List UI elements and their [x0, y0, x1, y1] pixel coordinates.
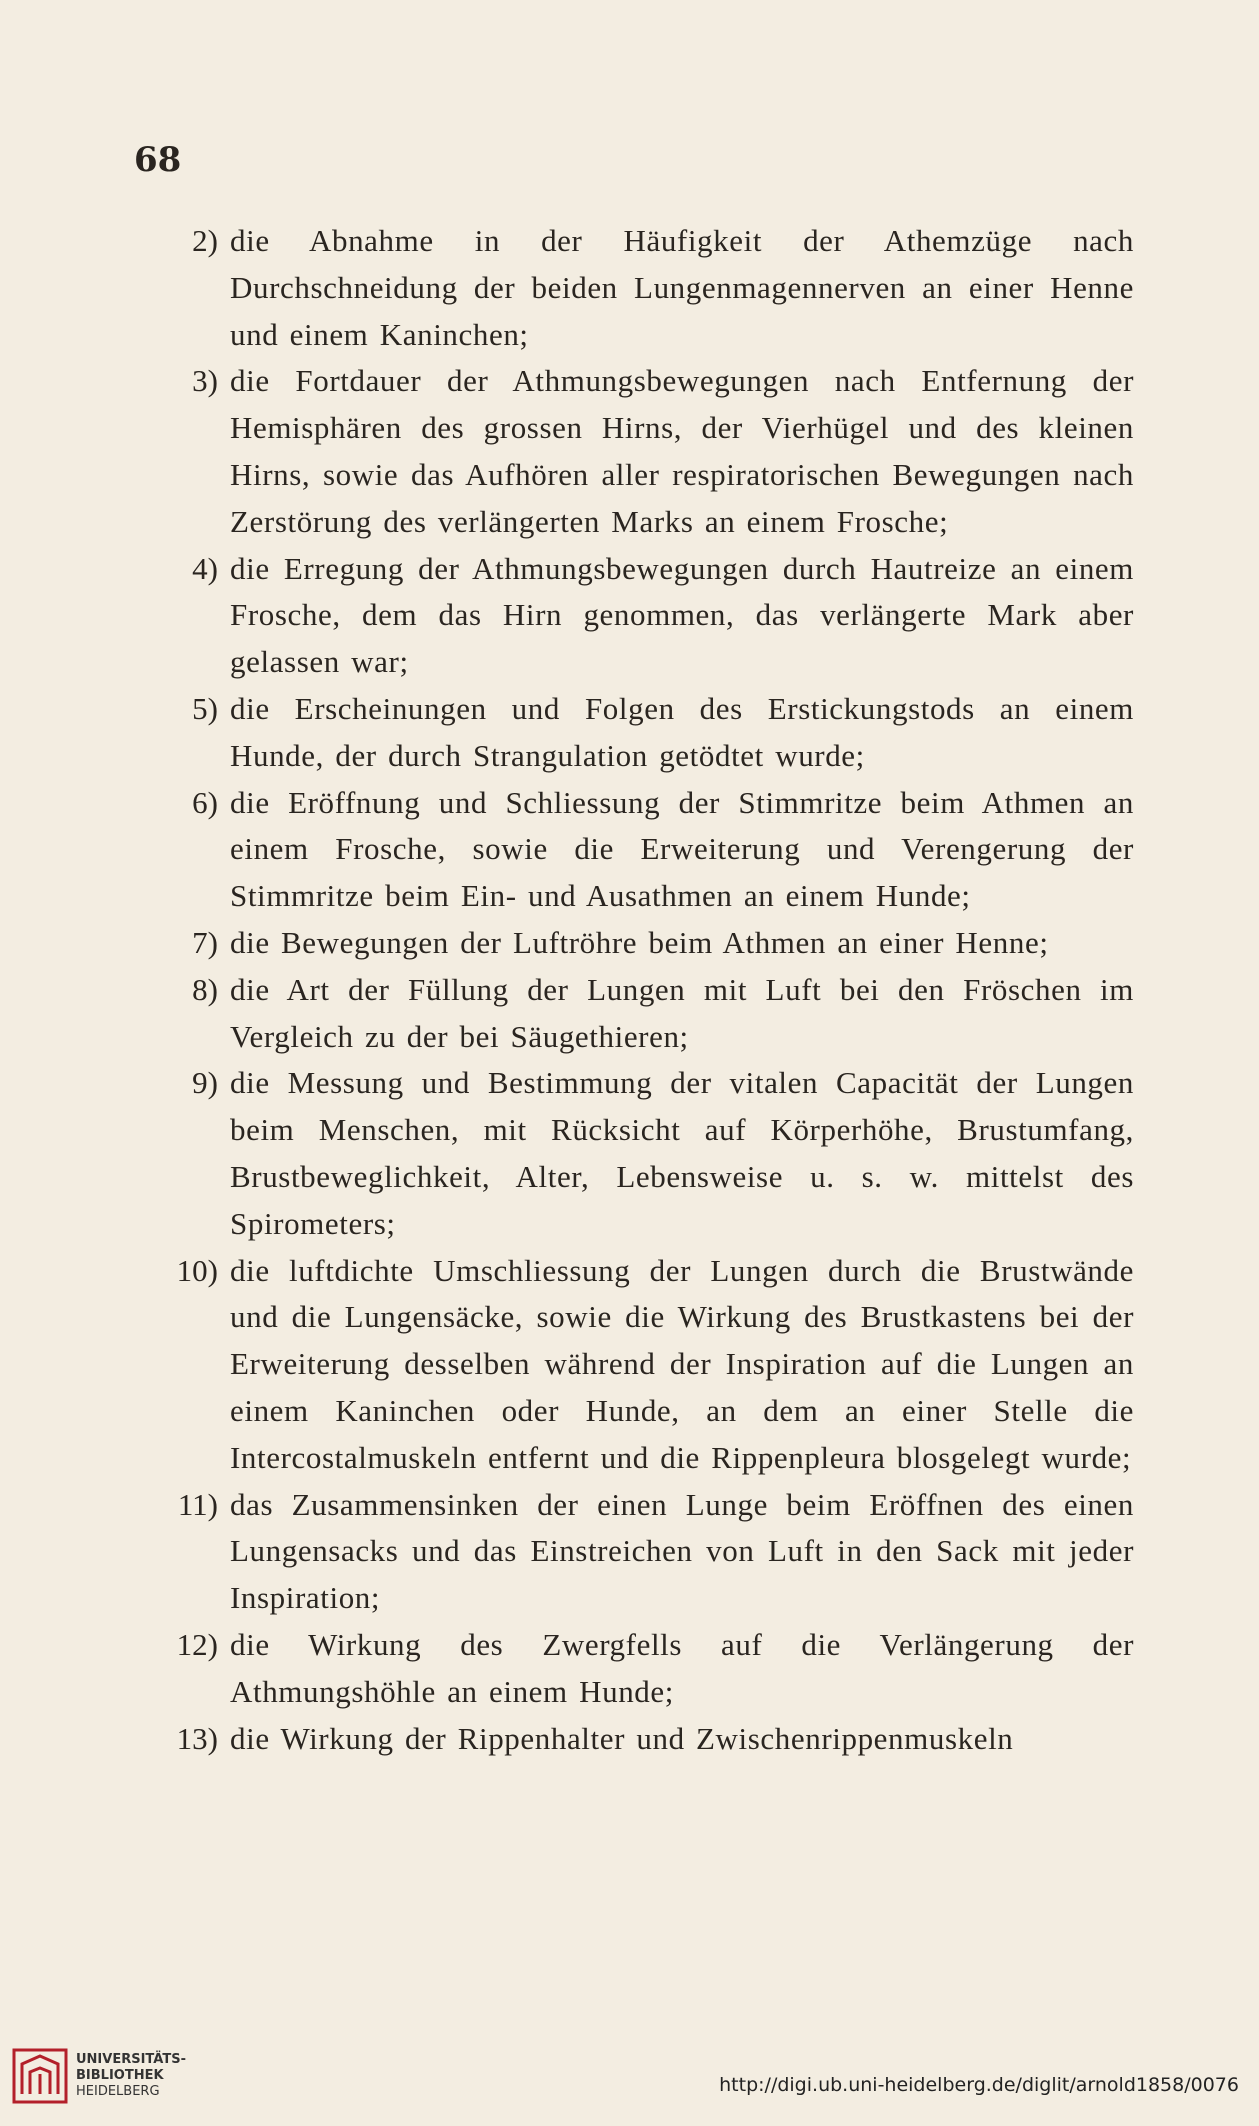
list-item: [152, 967, 1134, 1061]
item-number: 10): [176, 1252, 218, 1288]
list-item: [152, 1482, 1134, 1622]
item-text: die Abnahme in der Häufigkeit der Athemzüge nach Durchschneidung der beiden Lungenmagennerven an einer Henne und einem Kaninchen;: [230, 223, 1134, 352]
list-item: [152, 686, 1134, 780]
page-number: 68: [134, 140, 182, 180]
item-number: 11): [177, 1486, 218, 1522]
library-logo[interactable]: [12, 2048, 186, 2104]
list-item: [152, 920, 1134, 967]
item-number: 9): [192, 1065, 218, 1101]
library-logo-icon: [12, 2048, 68, 2104]
list-item: [152, 218, 1134, 358]
list-item: [152, 1716, 1134, 1763]
item-number: 4): [192, 550, 218, 586]
logo-line-3: HEIDELBERG: [76, 2084, 160, 2099]
logo-line-1: UNIVERSITÄTS-: [76, 2052, 186, 2067]
library-logo-text: [76, 2052, 186, 2100]
item-text: die Art der Füllung der Lungen mit Luft bei den Fröschen im Vergleich zu der bei Säugethieren;: [230, 971, 1134, 1054]
numbered-list: [152, 218, 1134, 1762]
item-text: die Erscheinungen und Folgen des Erstickungstods an einem Hunde, der durch Strangulation getödtet wurde;: [230, 690, 1134, 773]
source-url-link[interactable]: http://digi.ub.uni-heidelberg.de/diglit/arnold1858/0076: [719, 2074, 1239, 2096]
item-text: die Wirkung der Rippenhalter und Zwischenrippenmuskeln: [230, 1720, 1014, 1756]
item-number: 5): [192, 690, 218, 726]
list-item: [152, 1622, 1134, 1716]
item-number: 6): [192, 784, 218, 820]
item-text: die Fortdauer der Athmungsbewegungen nach Entfernung der Hemisphären des grossen Hirns, der Vierhügel und des kleinen Hirns, sowie das Aufhören aller respiratorischen Bewegungen nach Zerstörung des verlängerten Marks an einem Frosche;: [230, 363, 1134, 539]
item-text: die Messung und Bestimmung der vitalen Capacität der Lungen beim Menschen, mit Rücksicht auf Körperhöhe, Brustumfang, Brustbeweglichkeit, Alter, Lebensweise u. s. w. mittelst des Spirometers;: [230, 1065, 1134, 1241]
item-number: 3): [192, 363, 218, 399]
item-text: die Bewegungen der Luftröhre beim Athmen an einer Henne;: [230, 924, 1049, 960]
item-text: das Zusammensinken der einen Lunge beim Eröffnen des einen Lungensacks und das Einstreichen von Luft in den Sack mit jeder Inspiration;: [230, 1486, 1134, 1616]
item-number: 13): [176, 1720, 218, 1756]
item-number: 12): [176, 1626, 218, 1662]
list-item: [152, 780, 1134, 920]
item-number: 7): [192, 924, 218, 960]
item-number: 2): [192, 223, 218, 258]
item-text: die Eröffnung und Schliessung der Stimmritze beim Athmen an einem Frosche, sowie die Erweiterung und Verengerung der Stimmritze beim Ein- und Ausathmen an einem Hunde;: [230, 784, 1134, 914]
item-text: die Wirkung des Zwergfells auf die Verlängerung der Athmungshöhle an einem Hunde;: [230, 1626, 1134, 1709]
list-item: [152, 1248, 1134, 1482]
list-item: [152, 546, 1134, 686]
item-number: 8): [192, 971, 218, 1007]
logo-line-2: BIBLIOTHEK: [76, 2068, 164, 2083]
item-text: die luftdichte Umschliessung der Lungen durch die Brustwände und die Lungensäcke, sowie die Wirkung des Brustkastens bei der Erweiterung desselben während der Inspiration auf die Lungen an einem Kaninchen oder Hunde, an dem an einer Stelle die Intercostalmuskeln entfernt und die Rippenpleura blosgelegt wurde;: [230, 1252, 1134, 1475]
list-item: [152, 358, 1134, 545]
list-item: [152, 1060, 1134, 1247]
item-text: die Erregung der Athmungsbewegungen durch Hautreize an einem Frosche, dem das Hirn genommen, das verlängerte Mark aber gelassen war;: [230, 550, 1134, 680]
